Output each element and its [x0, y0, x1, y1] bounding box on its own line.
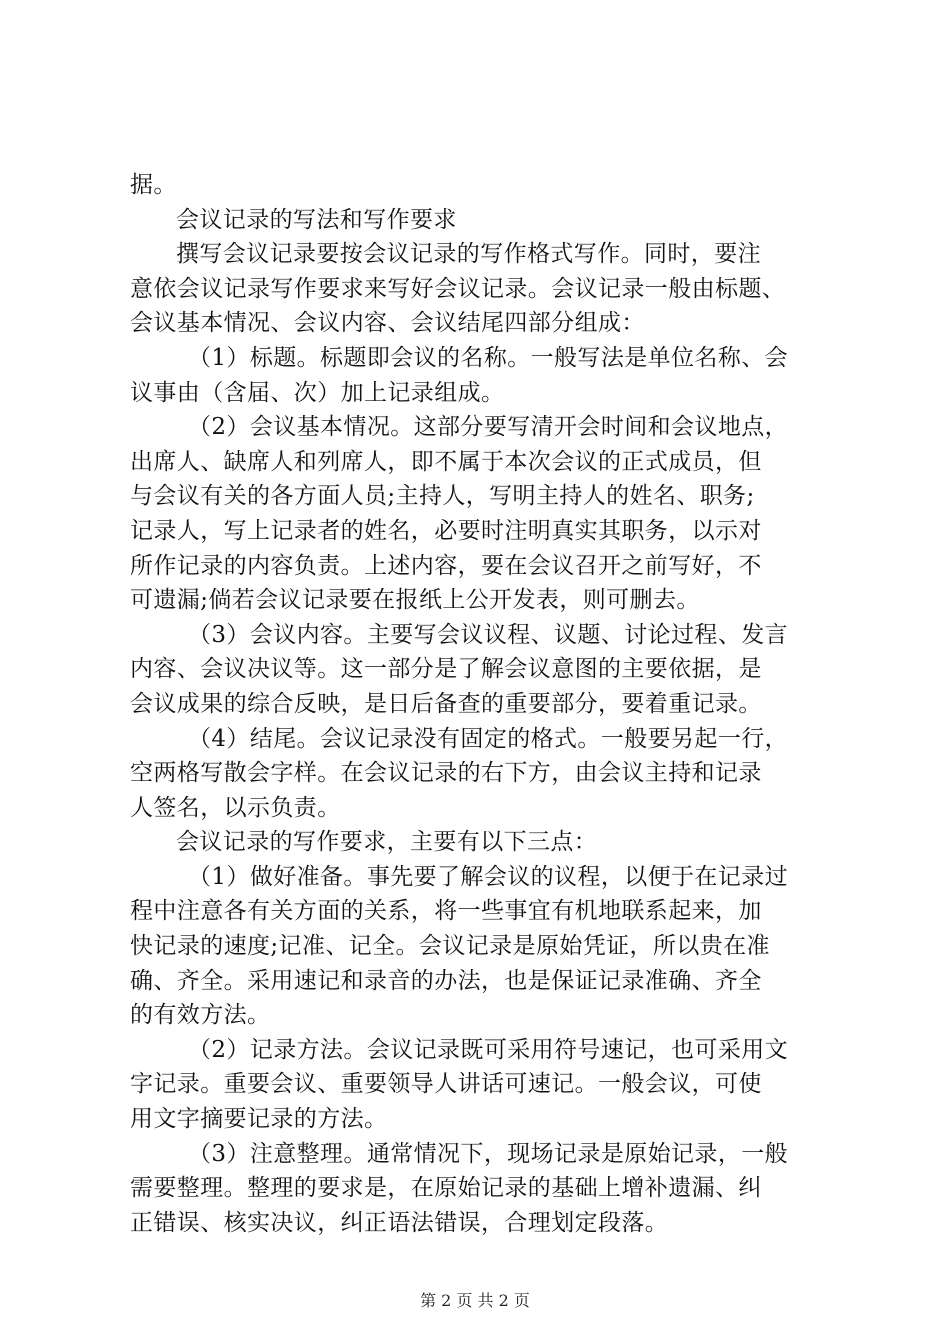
text-line: （4）结尾。会议记录没有固定的格式。一般要另起一行，: [188, 725, 789, 752]
text-line: 议事由（含届、次）加上记录组成。: [130, 379, 505, 406]
text-line: 字记录。重要会议、重要领导人讲话可速记。一般会议，可使: [130, 1071, 762, 1098]
text-line: （3）会议内容。主要写会议议程、议题、讨论过程、发言: [188, 621, 789, 648]
text-line: 需要整理。整理的要求是，在原始记录的基础上增补遗漏、纠: [130, 1175, 762, 1202]
text-line: 撰写会议记录要按会议记录的写作格式写作。同时，要注: [176, 241, 761, 268]
text-line: 空两格写散会字样。在会议记录的右下方，由会议主持和记录: [130, 760, 762, 787]
text-line: 意依会议记录写作要求来写好会议记录。会议记录一般由标题、: [130, 275, 786, 302]
text-line: 出席人、缺席人和列席人，即不属于本次会议的正式成员，但: [130, 448, 762, 475]
text-line: （3）注意整理。通常情况下，现场记录是原始记录，一般: [188, 1140, 789, 1167]
document-body: [130, 168, 830, 1240]
text-line: 正错误、核实决议，纠正语法错误，合理划定段落。: [130, 1209, 669, 1236]
text-line: （2）记录方法。会议记录既可采用符号速记，也可采用文: [188, 1036, 789, 1063]
text-line: 内容、会议决议等。这一部分是了解会议意图的主要依据，是: [130, 656, 762, 683]
text-line: 确、齐全。采用速记和录音的办法，也是保证记录准确、齐全: [130, 967, 762, 994]
text-line: 所作记录的内容负责。上述内容，要在会议召开之前写好，不: [130, 552, 762, 579]
text-line: （2）会议基本情况。这部分要写清开会时间和会议地点，: [188, 414, 789, 441]
text-line: 人签名，以示负责。: [130, 794, 341, 821]
text-line: 与会议有关的各方面人员;主持人，写明主持人的姓名、职务;: [130, 483, 755, 510]
text-line: （1）做好准备。事先要了解会议的议程，以便于在记录过: [188, 863, 789, 890]
text-line: 会议成果的综合反映，是日后备查的重要部分，要着重记录。: [130, 690, 762, 717]
text-line: 程中注意各有关方面的关系，将一些事宜有机地联系起来，加: [130, 898, 762, 925]
text-line: 快记录的速度;记准、记全。会议记录是原始凭证，所以贵在准: [130, 933, 770, 960]
text-line: 的有效方法。: [130, 1002, 271, 1029]
text-line: 用文字摘要记录的方法。: [130, 1106, 388, 1133]
page-footer: 第 2 页 共 2 页: [420, 1291, 530, 1310]
text-line: 会议记录的写法和写作要求: [176, 206, 457, 233]
text-line: 可遗漏;倘若会议记录要在报纸上公开发表，则可删去。: [130, 587, 700, 614]
text-line: （1）标题。标题即会议的名称。一般写法是单位名称、会: [188, 344, 789, 371]
text-line: 记录人，写上记录者的姓名，必要时注明真实其职务，以示对: [130, 517, 762, 544]
text-line: 会议记录的写作要求，主要有以下三点：: [176, 829, 598, 856]
text-line: 据。: [130, 172, 177, 198]
text-line: 会议基本情况、会议内容、会议结尾四部分组成：: [130, 310, 645, 337]
